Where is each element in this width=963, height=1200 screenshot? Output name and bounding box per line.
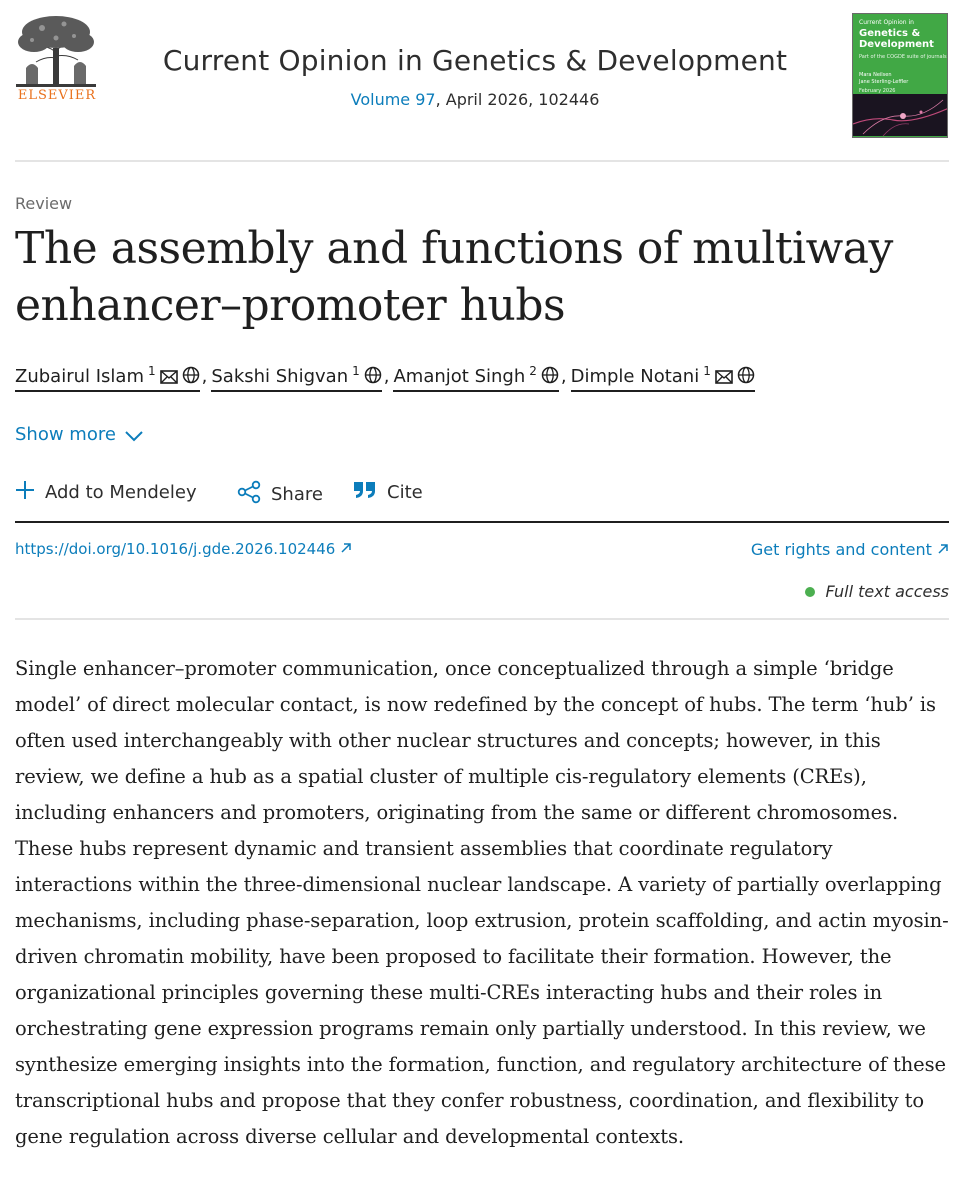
share-label: Share (271, 484, 323, 505)
cover-title: Genetics & Development (859, 28, 934, 50)
article-type: Review (15, 194, 73, 213)
journal-header (0, 0, 963, 160)
affiliation-marker: 1 (352, 364, 360, 378)
journal-title[interactable]: Current Opinion in Genetics & Development (162, 44, 788, 77)
author-separator: , (201, 366, 208, 387)
add-to-mendeley-button[interactable] (15, 480, 197, 505)
journal-cover-thumbnail[interactable] (852, 13, 948, 138)
article-title: The assembly and functions of multiway enhancer–promoter hubs (15, 223, 893, 331)
chevron-down-icon (116, 424, 144, 445)
globe-icon (364, 366, 382, 389)
cover-tagline: Part of the COGDE suite of journals (859, 54, 947, 60)
plus-icon (15, 480, 35, 505)
author-name: Amanjot Singh (393, 366, 526, 387)
cover-editors: Mara Neilsen Jane Sterling-Leffler (859, 72, 909, 85)
show-more-button[interactable] (15, 424, 144, 445)
show-more-label: Show more (15, 424, 116, 445)
globe-icon (737, 366, 755, 389)
author-link[interactable] (15, 366, 200, 392)
access-status (805, 582, 949, 601)
add-to-mendeley-label: Add to Mendeley (45, 482, 197, 503)
author-name: Dimple Notani (570, 366, 700, 387)
quote-icon (353, 480, 377, 505)
globe-icon (182, 366, 200, 389)
journal-issue-info (140, 90, 810, 109)
access-status-dot (805, 587, 815, 597)
author-list (15, 366, 945, 394)
affiliation-marker: 2 (529, 364, 537, 378)
share-icon (237, 480, 261, 509)
author-name: Zubairul Islam (15, 366, 144, 387)
issue-details: , April 2026, 102446 (435, 90, 600, 109)
cover-image (853, 94, 948, 136)
affiliation-marker: 1 (147, 364, 156, 378)
cite-button[interactable] (353, 480, 423, 505)
author-separator: , (383, 366, 390, 387)
cover-series-line: Current Opinion in (859, 19, 914, 26)
author-name: Sakshi Shigvan (211, 366, 349, 387)
external-arrow-icon (937, 540, 949, 559)
cover-issue-label: February 2026 (859, 88, 896, 94)
cite-label: Cite (387, 482, 423, 503)
globe-icon (541, 366, 559, 389)
envelope-icon (160, 368, 178, 389)
envelope-icon (715, 368, 733, 389)
get-rights-link[interactable] (751, 540, 949, 559)
doi-text: https://doi.org/10.1016/j.gde.2026.102446 (15, 540, 336, 558)
share-button[interactable] (237, 480, 323, 509)
abstract-divider (15, 618, 949, 620)
header-divider (15, 160, 949, 162)
article-actions-toolbar (15, 480, 949, 510)
doi-link[interactable] (15, 540, 352, 558)
volume-link[interactable]: Volume 97 (350, 90, 436, 109)
external-arrow-icon (340, 540, 352, 558)
author-link[interactable] (393, 366, 558, 392)
author-link[interactable] (571, 366, 755, 392)
access-label: Full text access (825, 582, 949, 601)
toolbar-divider (15, 521, 949, 523)
rights-text: Get rights and content (750, 540, 932, 559)
abstract-text: Single enhancer–promoter communication, once conceptualized through a simple ‘bridge model’ of direct molecular contact, is now redefined by the concept of hubs. The term ‘hub’ is often used interchangeably with other nuclear structures and concepts; however, in this review, we define a hub as a spatial cluster of multiple cis-regulatory elements (CREs), including enhancers and promoters, originating from the same or different chromosomes. These hubs represent dynamic and transient assemblies that coordinate regulatory interactions within the three-dimensional nuclear landscape. A variety of partially overlapping mechanisms, including phase-separation, loop extrusion, protein scaffolding, and actin myosin-driven chromatin mobility, have been proposed to facilitate their formation. However, the organizational principles governing these multi-CREs interacting hubs and their roles in orchestrating gene expression programs remain only partially understood. In this review, we synthesize emerging insights into the formation, function, and regulatory architecture of these transcriptional hubs and propose that they confer robustness, coordination, and flexibility to gene regulation across diverse cellular and developmental contexts. (15, 657, 949, 1148)
author-link[interactable] (211, 366, 381, 392)
publisher-name: ELSEVIER (17, 88, 97, 103)
affiliation-marker: 1 (703, 364, 711, 378)
author-separator: , (560, 366, 567, 387)
